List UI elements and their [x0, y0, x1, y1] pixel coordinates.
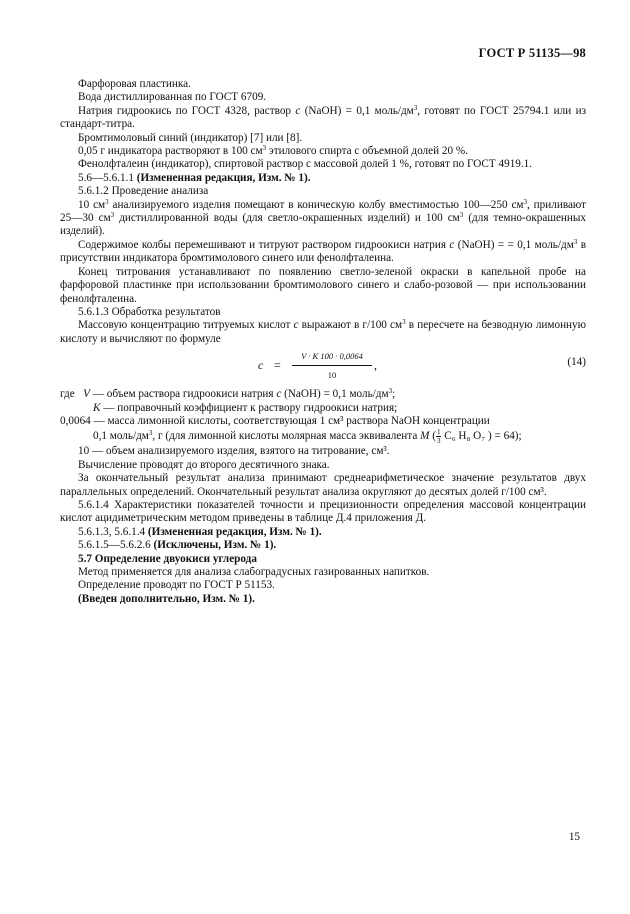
formula-fraction [292, 350, 372, 382]
text-line: Фарфоровая пластинка. [78, 78, 191, 90]
paragraph-final-result: За окончательный результат анализа принимают среднеарифметическое значение результатов двух параллельных определений. Окончательный результат анализа округляют до десятых долей г/100 см³. [60, 472, 586, 498]
formula-lhs: c [258, 358, 264, 373]
text-line: Вода дистиллированная по ГОСТ 6709. [78, 91, 267, 104]
paragraph-accuracy: 5.6.1.4 Характеристики показателей точности и прецизионности определения массовой концентрации кислот ацидиметрическим методом приведены в таблице Д.4 приложения Д. [60, 498, 586, 525]
document-body [60, 78, 586, 606]
section-heading: 5.6.1.3 Обработка результатов [78, 305, 221, 318]
text-line: Фенолфталеин (индикатор), спиртовой раствор с массовой долей 1 %, готовят по ГОСТ 4919.1. [78, 158, 533, 171]
paragraph-calc: Массовую концентрацию титруемых кислот c выражают в г/100 $см^3$ в пересчете на безводную лимонную кислоту и вычисляют по формуле [60, 318, 586, 345]
paragraph-procedure: 10 $см^3$ анализируемого изделия помещают в коническую колбу вместимостью 100—250 $см^3$, приливают 25—30 $см^3$ дистиллированной воды (для светло-окрашенных изделий) и 100 $см^3$ (для темно-окрашенных изделий). [60, 197, 587, 238]
where-v: где V — объем раствора гидроокиси натрия c (NaOH) = 0,1 моль/$дм^3$; [60, 387, 396, 401]
where-k: K — поправочный коэффициент к раствору гидроокиси натрия; [93, 401, 398, 414]
formula-14 [60, 350, 586, 384]
paragraph-endpoint: Конец титрования устанавливают по появлению светло-зеленой окраски в капельной пробе на фарфоровой пластинке при использовании бромтимолового синего и слабо-розовой — при использовании фенолфталеина. [60, 265, 586, 305]
formula-numerator: V · K 100 · 0,0064 [292, 350, 372, 365]
text-line: Вычисление проводят до второго десятичного знака. [78, 458, 330, 471]
formula-number: (14) [567, 356, 586, 369]
where-mass: 0,0064 — масса лимонной кислоты, соответствующая 1 см³ раствора NaOH концентрации [60, 414, 490, 427]
where-ten: 10 — объем анализируемого изделия, взятого на титрование, см³. [78, 445, 390, 458]
page-header: ГОСТ Р 51135—98 [478, 46, 586, 60]
paragraph-titration: Содержимое колбы перемешивают и титруют раствором гидроокиси натрия c (NaOH) = = 0,1 моль/$дм^3$ в присутствии индикатора бромтимолового синего или фенолфталеина. [60, 237, 586, 265]
amendment-note: 5.6—5.6.1.1 (Измененная редакция, Изм. № 1). [78, 171, 311, 184]
formula-equals: = [274, 358, 281, 373]
amendment-note: 5.6.1.5—5.6.2.6 (Исключены, Изм. № 1). [78, 539, 277, 552]
where-mass-cont: 0,1 моль/$дм^3$, г (для лимонной кислоты молярная масса эквивалента M ( $\frac{1}{3}$ C₆ H₈ O₇ ) = 64); [93, 428, 522, 446]
text-line: 0,05 г индикатора растворяют в 100 $см^3$ этилового спирта с объемной долей 20 %. [78, 144, 468, 158]
mass-fraction: $\frac{1}{3}$ [436, 428, 441, 446]
text-line: Определение проводят по ГОСТ Р 51153. [78, 579, 275, 592]
paragraph-naoh: Натрия гидроокись по ГОСТ 4328, раствор c (NaOH) = 0,1 моль/$дм^3$, готовят по ГОСТ 25794.1 или из стандарт-титра. [60, 103, 586, 131]
section-heading-5-7: 5.7 Определение двуокиси углерода [78, 552, 257, 565]
formula-comma: , [374, 358, 377, 373]
text-line: Бромтимоловый синий (индикатор) [7] или [8]. [78, 131, 303, 144]
amendment-note: (Введен дополнительно, Изм. № 1). [78, 592, 255, 605]
page-number: 15 [568, 831, 580, 843]
section-heading: 5.6.1.2 Проведение анализа [78, 185, 209, 198]
text-line: Метод применяется для анализа слабоградусных газированных напитков. [78, 566, 430, 578]
formula-denominator: 10 [327, 369, 337, 380]
amendment-note: 5.6.1.3, 5.6.1.4 (Измененная редакция, Изм. № 1). [78, 525, 322, 538]
